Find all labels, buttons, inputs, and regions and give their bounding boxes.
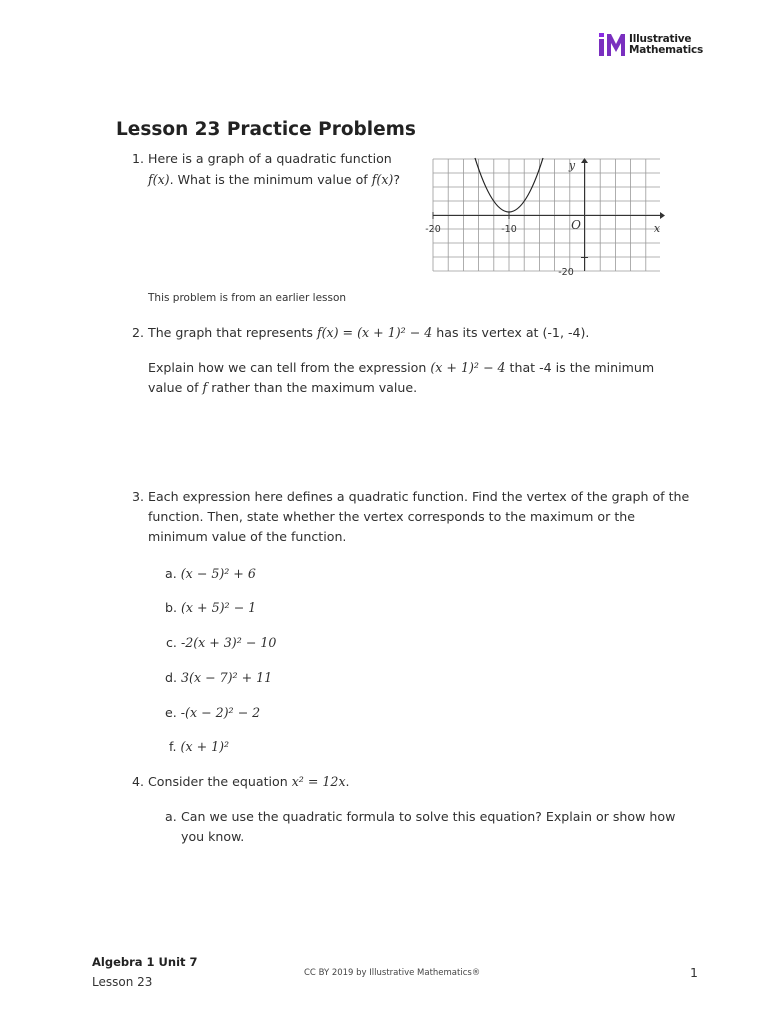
problem-1-line-2-text: . What is the minimum value of — [169, 172, 372, 187]
problem-3-number: 3. — [132, 489, 145, 504]
list-item — [166, 633, 276, 654]
problem-2-explain — [148, 358, 654, 379]
problem-2-line-2-pre: value of — [148, 380, 203, 395]
logo-line-2: Mathematics — [629, 44, 704, 56]
origin-label: O — [571, 218, 581, 232]
problem-1-number: 1. — [132, 151, 145, 166]
item-expression: (x + 1)² — [180, 739, 230, 754]
list-item — [169, 737, 229, 758]
problem-4-expression: x² = 12x — [291, 774, 346, 789]
problem-2-post: has its vertex at (-1, -4). — [432, 325, 590, 340]
problem-1-line-1: Here is a graph of a quadratic function — [148, 151, 392, 166]
illustrative-mathematics-logo — [598, 33, 708, 57]
problem-3-line-3: minimum value of the function. — [148, 529, 347, 544]
item-expression: -2(x + 3)² − 10 — [180, 635, 277, 650]
item-expression: (x − 5)² + 6 — [180, 566, 256, 581]
list-item — [165, 703, 260, 724]
footer-license: CC BY 2019 by Illustrative Mathematics® — [304, 968, 481, 978]
im-logo-icon — [598, 33, 626, 57]
x-axis-arrow-icon — [660, 212, 665, 219]
item-label: a. — [165, 566, 177, 581]
problem-4-line-1 — [148, 772, 350, 793]
problem-2-explain-pre: Explain how we can tell from the expression — [148, 360, 431, 375]
item-expression: -(x − 2)² − 2 — [180, 705, 261, 720]
logo-line-1: Illustrative — [629, 33, 692, 45]
problem-3-line-2: function. Then, state whether the vertex corresponds to the maximum or the — [148, 509, 635, 524]
math-f: f — [202, 380, 208, 395]
item-label: b. — [165, 600, 177, 615]
x-axis-label: x — [653, 222, 661, 235]
problem-2-line-2-post: rather than the maximum value. — [207, 380, 418, 395]
problem-4a-line-1: Can we use the quadratic formula to solve this equation? Explain or show how — [181, 809, 676, 824]
item-expression: 3(x − 7)² + 11 — [181, 670, 273, 685]
list-item — [165, 564, 256, 585]
y-label-neg20: -20 — [558, 267, 574, 278]
item-label: f. — [169, 739, 177, 754]
problem-3-line-1: Each expression here defines a quadratic function. Find the vertex of the graph of the — [148, 489, 690, 504]
problem-4-number: 4. — [132, 774, 145, 789]
problem-2-number: 2. — [132, 325, 145, 340]
x-label-neg10: -10 — [501, 224, 517, 235]
problem-2-expression: f(x) = (x + 1)² − 4 — [316, 325, 433, 340]
logo-text — [629, 34, 703, 56]
x-label-neg20: -20 — [425, 224, 441, 235]
footer-lesson: Lesson 23 — [92, 975, 153, 989]
problem-4-post: . — [345, 774, 350, 789]
problem-2-line-1 — [148, 323, 589, 344]
quadratic-graph — [420, 155, 670, 280]
problem-4a-label: a. — [165, 809, 177, 824]
problem-1-note: This problem is from an earlier lesson — [148, 292, 347, 304]
page-number: 1 — [690, 965, 698, 980]
item-label: e. — [165, 705, 177, 720]
problem-4a-line-2: you know. — [181, 829, 245, 844]
item-expression: (x + 5)² − 1 — [181, 600, 257, 615]
item-label: d. — [165, 670, 177, 685]
math-fx-2: f(x) — [371, 172, 394, 187]
footer-course: Algebra 1 Unit 7 — [92, 955, 198, 969]
problem-4-pre: Consider the equation — [148, 774, 292, 789]
math-fx: f(x) — [148, 172, 170, 187]
problem-1-line-2-end: ? — [393, 172, 401, 187]
problem-2-pre: The graph that represents — [148, 325, 317, 340]
problem-2-explain-expression: (x + 1)² − 4 — [430, 360, 506, 375]
page-title: Lesson 23 Practice Problems — [116, 119, 416, 140]
problem-2-explain-line-2 — [148, 378, 417, 399]
problem-2-explain-post: that -4 is the minimum — [505, 360, 655, 375]
list-item — [165, 668, 272, 689]
list-item — [165, 598, 256, 619]
problem-1-line-2 — [148, 170, 400, 191]
item-label: c. — [166, 635, 177, 650]
y-axis-label: y — [568, 159, 576, 172]
